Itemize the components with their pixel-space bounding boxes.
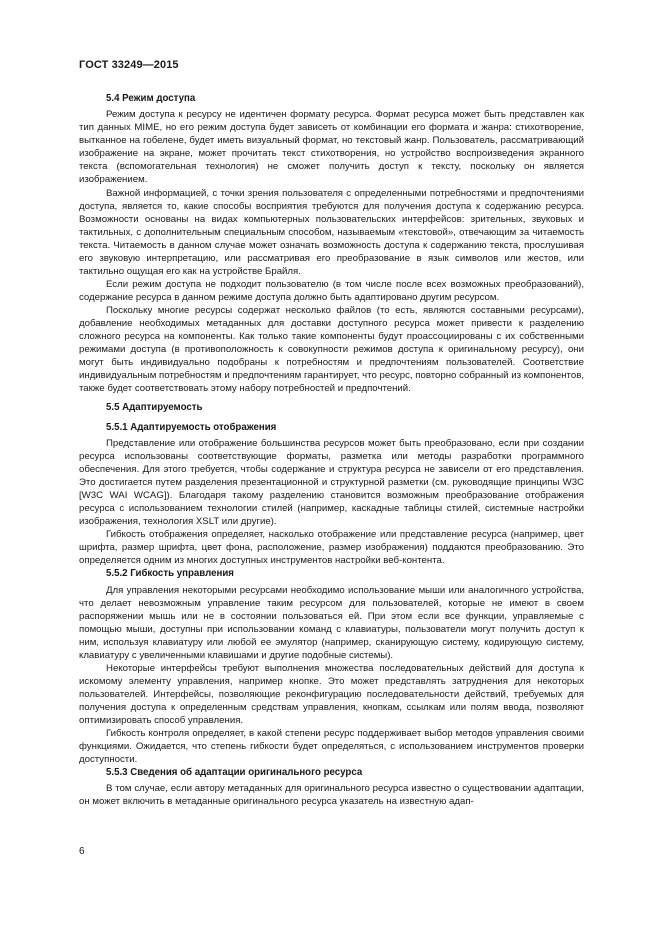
section-heading: 5.5 Адаптируемость (106, 402, 203, 414)
paragraph: Поскольку многие ресурсы содержат несколько файлов (то есть, являются составными ресурсами), добавление необходимых метаданных для доставки доступного ресурса может привести к разделению сложного ресурса на компоненты. Как только такие компоненты будут проассоциированы с их собственными режимами доступа (в противоположность к совокупности режимов доступа к оригинальному ресурсу), они могут быть индивидуально подобраны к потребностям и предпочтениям пользователей. Соответствие индивидуальным потребностям и предпочтениям гарантирует, что ресурс, повторно собранный из компонентов, также будет соответствовать этому набору потребностей и предпочтений. (79, 304, 584, 395)
document-body (79, 92, 584, 809)
subsection-heading: 5.5.2 Гибкость управления (106, 568, 234, 580)
paragraph: Представление или отображение большинства ресурсов может быть преобразовано, если при создании ресурса использованы соответствующие форматы, разметка или методы разработки программного обеспечения. Для этого требуется, чтобы содержание и структура ресурса не зависели от его представления. Это достигается путем разделения презентационной и структурной разметки (см. руководящие принципы W3C [W3C WAI WCAG]). Благодаря такому разделению становится возможным преобразование отображения ресурса с использованием технологии стилей (например, каскадные таблицы стилей, системные настройки изображения, технология XSLT или другие). (79, 437, 584, 528)
section-heading: 5.4 Режим доступа (106, 93, 196, 104)
page-number: 6 (79, 846, 85, 857)
paragraph: Гибкость отображения определяет, насколько отображение или представление ресурса (например, цвет шрифта, размер шрифта, цвет фона, расположение, размер изображения) поддаются преобразованию. Это определяется одним из многих доступных инструментов настройки веб-контента. (79, 529, 584, 567)
paragraph: Если режим доступа не подходит пользователю (в том числе после всех возможных преобразований), содержание ресурса в данном режиме доступа должно быть адаптировано другим ресурсом. (79, 278, 584, 303)
paragraph: Важной информацией, с точки зрения пользователя с определенными потребностями и предпочтениями доступа, является то, какие способы восприятия требуются для получения доступа к содержанию ресурса. Возможности основаны на видах компьютерных пользовательских интерфейсов: зрительных, звуковых и тактильных, с дополнительным специальным способом, называемым «текстовой», отвечающим за читаемость текста. Читаемость в данном случае может означать возможность доступа к содержанию текста, прослушивая его звуковую интерпретацию, или рассматривая его преобразование в язык символов или жестов, или тактильно ощущая его как на устройстве Брайля. (79, 187, 584, 277)
subsection-heading: 5.5.3 Сведения об адаптации оригинального ресурса (106, 767, 363, 779)
paragraph: В том случае, если автору метаданных для оригинального ресурса известно о существовании адаптации, он может включить в метаданные оригинального ресурса указатель на известную адап- (79, 783, 584, 808)
paragraph: Некоторые интерфейсы требуют выполнения множества последовательных действий для доступа к искомому элементу управления, например кнопке. Это может представлять затруднения для некоторых пользователей. Интерфейсы, позволяющие реконфигурацию последовательности действий, требуемых для получения доступа к определенным средствам управления, кнопкам, ссылкам или полям ввода, позволяют оптимизировать способ управления. (79, 662, 584, 726)
document-header: ГОСТ 33249—2015 (79, 59, 179, 71)
paragraph: Режим доступа к ресурсу не идентичен формату ресурса. Формат ресурса может быть представлен как тип данных MIME, но его режим доступа будет зависеть от комбинации его формата и жанра: стихотворение, вытканное на гобелене, будет иметь визуальный формат, но текстовый жанр. Пользователь, рассматривающий изображение на экране, может прочитать текст стихотворения, но устройство воспроизведения экранного текста (вспомогательная технология) не сможет получить доступ к тексту, поскольку он является изображением. (79, 109, 584, 186)
paragraph: Гибкость контроля определяет, в какой степени ресурс поддерживает выбор методов управления своими функциями. Ожидается, что степень гибкости будет определяться, с использованием инструментов проверки доступности. (79, 728, 584, 766)
subsection-heading: 5.5.1 Адаптируемость отображения (106, 421, 277, 433)
paragraph: Для управления некоторыми ресурсами необходимо использование мыши или аналогичного устройства, что делает невозможным управление таким ресурсом для пользователей, которые не имеют в своем распоряжении мышь или не в состоянии пользоваться ей. При этом если все функции, управляемые с помощью мыши, доступны при использовании команд с клавиатуры, пользователи могут получить доступ к ним, используя клавиатуру или любой ее эмулятор (например, сканирующую систему, кодирующую систему, клавиатуру с увеличенными клавишами и другие подобные системы). (79, 584, 584, 661)
